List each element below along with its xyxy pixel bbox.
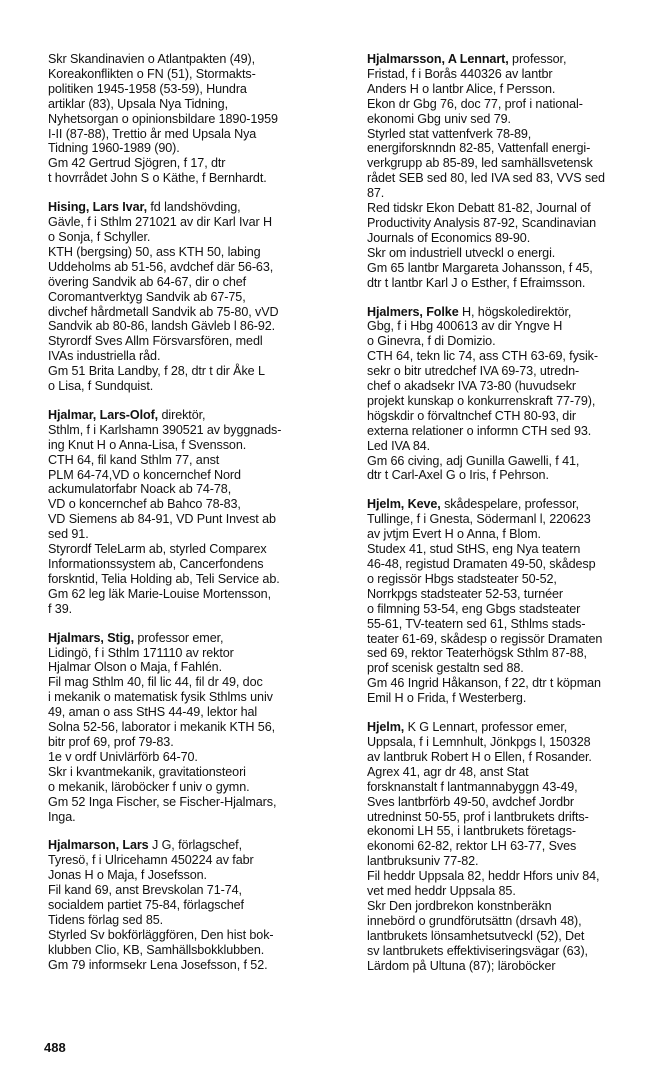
entry-text: Sthlm, f i Karlshamn 390521 av byggnads- xyxy=(48,422,282,437)
entry-line xyxy=(367,319,659,334)
entry-line xyxy=(367,261,659,276)
entry-text: forsknanstalt f lantmannabyggn 43-49, xyxy=(367,779,578,794)
entry-line xyxy=(48,587,338,602)
entry-text: Uppsala, f i Lemnhult, Jönkpgs l, 150328 xyxy=(367,734,591,749)
biography-entry xyxy=(48,408,338,617)
left-column xyxy=(48,52,338,987)
entry-text: sed 91. xyxy=(48,527,89,542)
entry-text: Gm 52 Inga Fischer, se Fischer-Hjalmars, xyxy=(48,794,277,809)
entry-text: f 39. xyxy=(48,601,73,616)
entry-text: o regissör Hbgs stadsteater 50-52, xyxy=(367,571,557,586)
entry-text: Styrled Sv bokförläggfören, Den hist bok- xyxy=(48,927,274,942)
entry-line xyxy=(48,853,338,868)
entry-line xyxy=(48,97,338,112)
entry-text: Tidens förlag sed 85. xyxy=(48,912,164,927)
entry-text: Tullinge, f i Gnesta, Södermanl l, 220623 xyxy=(367,512,591,527)
biography-entry xyxy=(367,305,659,484)
entry-line xyxy=(367,572,659,587)
entry-line xyxy=(367,676,659,691)
entry-line xyxy=(367,497,659,512)
entry-text: Journals of Economics 89-90. xyxy=(367,230,531,245)
entry-line xyxy=(367,439,659,454)
entry-line xyxy=(367,276,659,291)
entry-text: artiklar (83), Upsala Nya Tidning, xyxy=(48,96,228,111)
entry-line xyxy=(367,959,659,974)
entry-line xyxy=(367,854,659,869)
entry-line xyxy=(48,275,338,290)
entry-text: VD Siemens ab 84-91, VD Punt Invest ab xyxy=(48,512,276,527)
entry-text: bitr prof 69, prof 79-83. xyxy=(48,734,174,749)
entry-text: Uddeholms ab 51-56, avdchef där 56-63, xyxy=(48,259,274,274)
entry-line xyxy=(48,52,338,67)
entry-text: CTH 64, tekn lic 74, ass CTH 63-69, fysik- xyxy=(367,349,598,364)
entry-line xyxy=(48,810,338,825)
entry-line xyxy=(367,112,659,127)
entry-line xyxy=(367,141,659,156)
entry-line xyxy=(48,408,338,423)
entry-name: Hjelm, xyxy=(367,720,405,735)
entry-line xyxy=(367,691,659,706)
entry-text: Skr Skandinavien o Atlantpakten (49), xyxy=(48,52,256,66)
entry-text: Gm 42 Gertrud Sjögren, f 17, dtr xyxy=(48,156,226,171)
entry-text: ekonomi 62-82, rektor LH 63-77, Sves xyxy=(367,839,577,854)
entry-line xyxy=(367,186,659,201)
entry-text: Solna 52-56, laborator i mekanik KTH 56, xyxy=(48,720,276,735)
entry-line xyxy=(48,838,338,853)
entry-line xyxy=(367,201,659,216)
entry-line xyxy=(367,216,659,231)
entry-text: Coromantverktyg Sandvik ab 67-75, xyxy=(48,289,246,304)
entry-text: Tyresö, f i Ulricehamn 450224 av fabr xyxy=(48,853,254,868)
biography-entry xyxy=(367,497,659,706)
entry-line xyxy=(48,705,338,720)
entry-text: dtr t Carl-Axel G o Iris, f Pehrson. xyxy=(367,468,549,483)
entry-line xyxy=(48,898,338,913)
entry-text: sekr o bitr utredchef IVA 69-73, utredn- xyxy=(367,364,580,379)
entry-line xyxy=(367,127,659,142)
entry-name: Hjalmar, Lars-Olof, xyxy=(48,407,159,422)
entry-text: Gm 66 civing, adj Gunilla Gawelli, f 41, xyxy=(367,453,580,468)
entry-line xyxy=(48,928,338,943)
entry-text: Gm 46 Ingrid Håkanson, f 22, dtr t köpman xyxy=(367,676,601,691)
entry-text: sed 69, rektor Teaterhögsk Sthlm 87-88, xyxy=(367,646,587,661)
entry-line xyxy=(367,409,659,424)
entry-text: direktör, xyxy=(158,407,206,422)
entry-text: Inga. xyxy=(48,809,76,824)
entry-line xyxy=(48,750,338,765)
entry-text: 87. xyxy=(367,186,385,201)
entry-text: Ekon dr Gbg 76, doc 77, prof i national- xyxy=(367,96,583,111)
entry-text: externa relationer o informn CTH sed 93. xyxy=(367,423,592,438)
entry-line xyxy=(367,884,659,899)
entry-text: Hjalmar Olson o Maja, f Fahlén. xyxy=(48,660,222,675)
entry-line xyxy=(367,914,659,929)
entry-text: övering Sandvik ab 64-67, dir o chef xyxy=(48,274,247,289)
entry-text: Studex 41, stud StHS, eng Nya teatern xyxy=(367,542,581,557)
entry-text: Styrled stat vattenfverk 78-89, xyxy=(367,126,532,141)
entry-line xyxy=(367,246,659,261)
entry-line xyxy=(48,527,338,542)
entry-text: Led IVA 84. xyxy=(367,438,431,453)
entry-text: sv lantbrukets effektiviseringsvägar (63), xyxy=(367,943,588,958)
entry-line xyxy=(367,394,659,409)
entry-text: av lantbruk Robert H o Ellen, f Rosander. xyxy=(367,749,592,764)
entry-text: lantbrukets lönsamhetsutveckl (52), Det xyxy=(367,928,585,943)
entry-name: Hjalmarsson, A Lennart, xyxy=(367,52,509,66)
entry-text: Fristad, f i Borås 440326 av lantbr xyxy=(367,66,553,81)
entry-line xyxy=(48,675,338,690)
entry-line xyxy=(48,305,338,320)
entry-line xyxy=(367,97,659,112)
entry-name: Hjalmers, Folke xyxy=(367,304,459,319)
entry-text: forskntid, Telia Holding ab, Teli Service ab. xyxy=(48,571,280,586)
entry-text: lantbruksuniv 77-82. xyxy=(367,854,479,869)
entry-line xyxy=(367,750,659,765)
entry-line xyxy=(48,156,338,171)
entry-text: IVAs industriella råd. xyxy=(48,349,161,364)
entry-text: 49, aman o ass StHS 44-49, lektor hal xyxy=(48,705,258,720)
entry-text: K G Lennart, professor emer, xyxy=(404,720,568,735)
entry-line xyxy=(367,557,659,572)
entry-text: KTH (bergsing) 50, ass KTH 50, labing xyxy=(48,244,261,259)
entry-line xyxy=(367,899,659,914)
entry-text: Gm 62 leg läk Marie-Louise Mortensson, xyxy=(48,586,271,601)
entry-line xyxy=(48,913,338,928)
entry-line xyxy=(367,52,659,67)
entry-text: klubben Clio, KB, Samhällsbokklubben. xyxy=(48,942,265,957)
entry-line xyxy=(48,334,338,349)
entry-line xyxy=(48,230,338,245)
entry-line xyxy=(48,468,338,483)
entry-text: professor, xyxy=(508,52,567,66)
entry-text: Gbg, f i Hbg 400613 av dir Yngve H xyxy=(367,319,563,334)
entry-line xyxy=(48,943,338,958)
entry-text: prof scenisk gestaltn sed 88. xyxy=(367,661,524,676)
entry-text: t hovrrådet John S o Käthe, f Bernhardt. xyxy=(48,171,267,186)
entry-line xyxy=(367,632,659,647)
entry-text: i mekanik o matematisk fysik Sthlms univ xyxy=(48,690,273,705)
entry-text: Productivity Analysis 87-92, Scandinavian xyxy=(367,215,597,230)
entry-line xyxy=(48,542,338,557)
entry-line xyxy=(367,587,659,602)
biography-entry xyxy=(367,720,659,973)
entry-line xyxy=(367,156,659,171)
entry-text: vet med heddr Uppsala 85. xyxy=(367,884,516,899)
entry-name: Hjelm, Keve, xyxy=(367,497,441,512)
entry-text: politiken 1945-1958 (53-59), Hundra xyxy=(48,81,247,96)
entry-line xyxy=(367,171,659,186)
entry-text: Lärdom på Ultuna (87); läroböcker xyxy=(367,958,556,973)
entry-text: ekonomi Gbg univ sed 79. xyxy=(367,111,511,126)
entry-line xyxy=(367,929,659,944)
entry-text: Styrordf TeleLarm ab, styrled Comparex xyxy=(48,542,267,557)
entry-line xyxy=(367,512,659,527)
biography-entry xyxy=(48,631,338,825)
entry-line xyxy=(367,379,659,394)
entry-text: o Sonja, f Schyller. xyxy=(48,229,151,244)
entry-text: H, högskoledirektör, xyxy=(458,304,572,319)
entry-text: Anders H o lantbr Alice, f Persson. xyxy=(367,81,556,96)
entry-line xyxy=(367,527,659,542)
entry-text: Tidning 1960-1989 (90). xyxy=(48,141,180,156)
entry-text: ing Knut H o Anna-Lisa, f Svensson. xyxy=(48,437,247,452)
entry-line xyxy=(367,824,659,839)
entry-line xyxy=(367,334,659,349)
entry-text: Norrkpgs stadsteater 52-53, turnéer xyxy=(367,586,564,601)
entry-text: professor emer, xyxy=(134,630,224,645)
entry-name: Hjalmars, Stig, xyxy=(48,630,134,645)
entry-line xyxy=(367,364,659,379)
entry-text: Skr i kvantmekanik, gravitationsteori xyxy=(48,764,246,779)
entry-line xyxy=(48,780,338,795)
biography-entry xyxy=(367,52,659,291)
entry-line xyxy=(367,231,659,246)
entry-text: Gm 79 informsekr Lena Josefsson, f 52. xyxy=(48,957,268,972)
entry-text: 46-48, registud Dramaten 49-50, skådesp xyxy=(367,557,596,571)
entry-line xyxy=(48,379,338,394)
entry-text: 55-61, TV-teatern sed 61, Sthlms stads- xyxy=(367,616,586,631)
biography-entry xyxy=(48,838,338,972)
entry-text: Nyhetsorgan o opinionsbildare 1890-1959 xyxy=(48,111,278,126)
entry-text: 1e v ordf Univlärförb 64-70. xyxy=(48,749,198,764)
entry-line xyxy=(367,661,659,676)
entry-line xyxy=(367,735,659,750)
entry-line xyxy=(48,82,338,97)
entry-line xyxy=(48,720,338,735)
entry-text: ackumulatorfabr Noack ab 74-78, xyxy=(48,482,232,497)
entry-line xyxy=(48,765,338,780)
entry-text: VD o koncernchef ab Bahco 78-83, xyxy=(48,497,241,512)
entry-text: Sandvik ab 80-86, landsh Gävleb l 86-92. xyxy=(48,319,276,334)
right-column xyxy=(367,52,659,987)
entry-line xyxy=(367,542,659,557)
entry-text: o filmning 53-54, eng Gbgs stadsteater xyxy=(367,601,581,616)
entry-text: Skr om industriell utveckl o energi. xyxy=(367,245,556,260)
entry-line xyxy=(48,883,338,898)
entry-line xyxy=(367,454,659,469)
page-number: 488 xyxy=(44,1040,66,1055)
entry-line xyxy=(367,944,659,959)
entry-text: Fil mag Sthlm 40, fil lic 44, fil dr 49, doc xyxy=(48,675,263,690)
entry-line xyxy=(48,497,338,512)
entry-text: Skr Den jordbrekon konstnberäkn xyxy=(367,898,552,913)
entry-text: CTH 64, fil kand Sthlm 77, anst xyxy=(48,452,220,467)
entry-line xyxy=(367,468,659,483)
entry-line xyxy=(48,453,338,468)
entry-line xyxy=(367,646,659,661)
entry-text: Fil kand 69, anst Brevskolan 71-74, xyxy=(48,883,242,898)
entry-line xyxy=(367,424,659,439)
entry-line xyxy=(367,810,659,825)
entry-line xyxy=(367,82,659,97)
entry-line xyxy=(367,869,659,884)
entry-text: energiforsknndn 82-85, Vattenfall energi- xyxy=(367,141,591,156)
entry-text: I-II (87-88), Trettio år med Upsala Nya xyxy=(48,126,257,141)
entry-text: Red tidskr Ekon Debatt 81-82, Journal of xyxy=(367,201,591,216)
entry-text: socialdem partiet 75-84, förlagschef xyxy=(48,898,244,913)
entry-line xyxy=(367,67,659,82)
entry-text: högskdir o förvaltnchef CTH 80-93, dir xyxy=(367,408,576,423)
entry-text: Fil heddr Uppsala 82, heddr Hfors univ 84, xyxy=(367,869,600,884)
entry-text: o mekanik, läroböcker f univ o gymn. xyxy=(48,779,250,794)
entry-line xyxy=(48,958,338,973)
entry-line xyxy=(48,200,338,215)
entry-line xyxy=(48,127,338,142)
entry-line xyxy=(48,260,338,275)
entry-text: Informationssystem ab, Cancerfondens xyxy=(48,557,264,571)
entry-text: Emil H o Frida, f Westerberg. xyxy=(367,691,527,706)
entry-line xyxy=(48,631,338,646)
entry-text: Koreakonflikten o FN (51), Stormakts- xyxy=(48,66,256,81)
entry-text: dtr t lantbr Karl J o Esther, f Efraimsson. xyxy=(367,275,586,290)
entry-line xyxy=(367,602,659,617)
entry-line xyxy=(367,720,659,735)
entry-line xyxy=(48,112,338,127)
entry-text: fd landshövding, xyxy=(147,200,241,215)
entry-text: Styrordf Sves Allm Försvarsfören, medl xyxy=(48,334,263,349)
entry-text: Gm 51 Brita Landby, f 28, dtr t dir Åke L xyxy=(48,364,265,379)
entry-line xyxy=(48,245,338,260)
entry-text: utredninst 50-55, prof i lantbrukets drifts- xyxy=(367,809,589,824)
entry-text: projekt kunskap o konkurrenskraft 77-79), xyxy=(367,393,596,408)
entry-text: PLM 64-74,VD o koncernchef Nord xyxy=(48,467,241,482)
entry-text: o Ginevra, f di Domizio. xyxy=(367,334,496,349)
entry-text: Sves lantbrförb 49-50, avdchef Jordbr xyxy=(367,794,575,809)
entry-line xyxy=(48,795,338,810)
entry-text: Lidingö, f i Sthlm 171110 av rektor xyxy=(48,645,234,660)
entry-line xyxy=(48,557,338,572)
entry-line xyxy=(367,617,659,632)
entry-line xyxy=(367,780,659,795)
entry-line xyxy=(48,646,338,661)
entry-text: Gävle, f i Sthlm 271021 av dir Karl Ivar H xyxy=(48,215,272,230)
entry-line xyxy=(48,602,338,617)
biography-entry xyxy=(48,200,338,394)
entry-text: Agrex 41, agr dr 48, anst Stat xyxy=(367,764,529,779)
entry-text: divchef hårdmetall Sandvik ab 75-80, vVD xyxy=(48,304,279,319)
entry-line xyxy=(48,690,338,705)
entry-line xyxy=(48,290,338,305)
entry-line xyxy=(48,423,338,438)
entry-line xyxy=(367,839,659,854)
entry-line xyxy=(48,660,338,675)
entry-text: chef o akadsekr IVA 73-80 (huvudsekr xyxy=(367,379,576,394)
entry-name: Hjalmarson, Lars xyxy=(48,838,149,853)
entry-line xyxy=(48,512,338,527)
entry-text: o Lisa, f Sundquist. xyxy=(48,379,154,394)
entry-line xyxy=(48,319,338,334)
entry-text: rådet SEB sed 80, led IVA sed 83, VVS sed xyxy=(367,171,605,186)
entry-line xyxy=(48,735,338,750)
entry-text: skådespelare, professor, xyxy=(440,497,579,512)
entry-line xyxy=(48,572,338,587)
entry-line xyxy=(48,67,338,82)
entry-text: Gm 65 lantbr Margareta Johansson, f 45, xyxy=(367,260,593,275)
entry-line xyxy=(48,141,338,156)
entry-line xyxy=(48,349,338,364)
entry-text: J G, förlagschef, xyxy=(148,838,242,853)
entry-line xyxy=(367,349,659,364)
entry-text: innebörd o grundförutsättn (drsavh 48), xyxy=(367,913,582,928)
biography-entry xyxy=(48,52,338,186)
entry-text: Jonas H o Maja, f Josefsson. xyxy=(48,868,207,883)
entry-line xyxy=(48,482,338,497)
entry-line xyxy=(367,305,659,320)
entry-line xyxy=(367,795,659,810)
entry-line xyxy=(48,438,338,453)
entry-line xyxy=(48,171,338,186)
entry-text: teater 61-69, skådesp o regissör Dramaten xyxy=(367,631,603,646)
entry-text: ekonomi LH 55, i lantbrukets företags- xyxy=(367,824,577,839)
entry-line xyxy=(48,215,338,230)
entry-name: Hising, Lars Ivar, xyxy=(48,200,147,215)
entry-text: av jvtjm Evert H o Anna, f Blom. xyxy=(367,527,541,542)
entry-line xyxy=(367,765,659,780)
entry-text: verkgrupp ab 85-89, led samhällsvetensk xyxy=(367,156,593,171)
entry-line xyxy=(48,364,338,379)
entry-line xyxy=(48,868,338,883)
